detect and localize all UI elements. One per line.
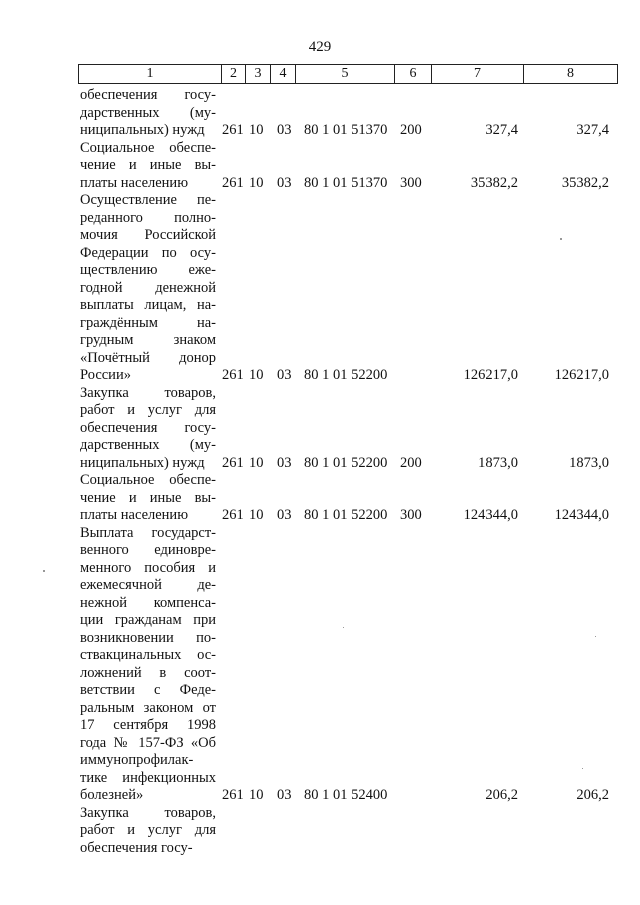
row-name-line: Закупка товаров, <box>80 384 216 401</box>
header-col-3: 3 <box>254 66 262 81</box>
cell-c8: 1873,0 <box>569 454 609 471</box>
scan-speck <box>582 768 583 769</box>
row-name-line: работ и услуг для <box>80 822 216 838</box>
row-name-line: платы населению <box>80 174 189 191</box>
cell-c4: 03 <box>277 174 292 191</box>
cell-c3: 10 <box>249 367 264 383</box>
scan-speck <box>595 636 596 637</box>
row-name-line: иммунопрофилак- <box>80 752 194 768</box>
row-name-line: ральным законом от <box>80 699 216 716</box>
row-name-line: Выплата государст- <box>80 524 216 541</box>
row-name-line: менного пособия и <box>80 559 216 576</box>
row-name-line: России» <box>80 367 131 383</box>
row-name-line: Социальное обеспе- <box>80 472 216 488</box>
cell-c6: 300 <box>400 507 422 523</box>
row-name <box>80 472 216 525</box>
row-name-line: реданного полно- <box>80 209 216 226</box>
cell-c6: 300 <box>400 174 422 191</box>
row-name <box>80 385 216 473</box>
cell-c3: 10 <box>249 787 264 803</box>
row-name-line: годной денежной <box>80 279 216 296</box>
cell-c2: 261 <box>222 454 244 471</box>
row-name-line: обеспечения госу- <box>80 87 216 103</box>
row-name-line: чение и иные вы- <box>80 489 216 506</box>
row-name-line: платы населению <box>80 507 189 523</box>
row-name-line: ветствии с Феде- <box>80 682 216 698</box>
page-number: 429 <box>308 39 332 55</box>
row-name-line: обеспечения госу- <box>80 419 216 436</box>
cell-c5: 80 1 01 52400 <box>304 787 388 803</box>
row-name <box>80 140 216 193</box>
cell-c3: 10 <box>249 174 264 191</box>
row-name-line: грудным знаком <box>80 332 216 348</box>
cell-c4: 03 <box>277 367 292 383</box>
header-col-7: 7 <box>474 66 481 81</box>
cell-c8: 124344,0 <box>554 507 609 523</box>
cell-c4: 03 <box>277 787 292 803</box>
row-name-line: дарственных (му- <box>80 437 216 453</box>
cell-c5: 80 1 01 52200 <box>304 367 388 383</box>
row-name-line: выплаты лицам, на- <box>80 297 216 313</box>
row-name <box>80 192 216 385</box>
row-name-line: года № 157-ФЗ «Об <box>80 734 216 751</box>
scan-speck <box>343 627 344 628</box>
cell-c7: 206,2 <box>485 787 518 803</box>
row-name-line: венного единовре- <box>80 542 216 558</box>
row-name-line: ции гражданам при <box>80 612 216 628</box>
cell-c5: 80 1 01 52200 <box>304 507 388 523</box>
row-name-line: мочия Российской <box>80 227 216 243</box>
row-name-line: дарственных (му- <box>80 104 216 121</box>
cell-c3: 10 <box>249 122 264 138</box>
cell-c5: 80 1 01 51370 <box>304 174 388 191</box>
header-col-5: 5 <box>341 66 349 81</box>
row-name-line: «Почётный донор <box>80 349 216 366</box>
row-name-line: тике инфекционных <box>80 769 216 786</box>
row-name-line: болезней» <box>80 787 144 803</box>
row-name-line: Закупка товаров, <box>80 804 216 821</box>
cell-c8: 35382,2 <box>561 174 609 191</box>
row-name-line: нежной компенса- <box>80 594 216 611</box>
row-name-line: Осуществление пе- <box>80 192 216 208</box>
header-col-4: 4 <box>279 66 287 81</box>
cell-c7: 124344,0 <box>463 507 518 523</box>
cell-c2: 261 <box>222 122 244 138</box>
row-name-line: Социальное обеспе- <box>80 139 216 156</box>
cell-c4: 03 <box>277 507 292 523</box>
header-col-6: 6 <box>409 66 417 81</box>
row-name <box>80 805 216 858</box>
row-name-line: ниципальных) нужд <box>80 122 205 138</box>
row-name-line: Федерации по осу- <box>80 244 216 261</box>
row-name <box>80 87 216 140</box>
row-name <box>80 525 216 805</box>
cell-c2: 261 <box>222 174 244 191</box>
row-name-line: ствакцинальных ос- <box>80 647 216 663</box>
cell-c2: 261 <box>222 787 244 803</box>
cell-c3: 10 <box>249 454 264 471</box>
cell-c5: 80 1 01 51370 <box>304 122 388 138</box>
cell-c3: 10 <box>249 507 264 523</box>
cell-c7: 35382,2 <box>470 174 518 191</box>
cell-c2: 261 <box>222 367 244 383</box>
cell-c6: 200 <box>400 122 422 138</box>
row-name-line: обеспечения госу- <box>80 839 193 856</box>
row-name-line: 17 сентября 1998 <box>80 717 216 733</box>
row-name-line: ниципальных) нужд <box>80 454 205 471</box>
scan-speck <box>43 570 45 572</box>
cell-c2: 261 <box>222 507 244 523</box>
row-name-line: ежемесячной де- <box>80 577 216 593</box>
cell-c8: 206,2 <box>576 787 609 803</box>
header-col-2: 2 <box>230 66 237 81</box>
cell-c4: 03 <box>277 454 292 471</box>
row-name-line: работ и услуг для <box>80 402 216 418</box>
row-name-line: граждённым на- <box>80 314 216 331</box>
row-name-line: ществлению еже- <box>80 262 216 278</box>
header-col-8: 8 <box>567 66 574 81</box>
cell-c8: 126217,0 <box>554 367 609 383</box>
scan-speck <box>560 238 562 240</box>
cell-c6: 200 <box>400 454 422 471</box>
cell-c7: 126217,0 <box>463 367 518 383</box>
cell-c8: 327,4 <box>576 122 609 138</box>
cell-c7: 327,4 <box>485 122 518 138</box>
cell-c5: 80 1 01 52200 <box>304 454 388 471</box>
table-header <box>78 64 618 84</box>
header-col-1: 1 <box>146 66 154 81</box>
cell-c7: 1873,0 <box>478 454 518 471</box>
cell-c4: 03 <box>277 122 292 138</box>
row-name-line: ложнений в соот- <box>80 664 216 681</box>
row-name-line: чение и иные вы- <box>80 157 216 173</box>
row-name-line: возникновении по- <box>80 629 216 646</box>
